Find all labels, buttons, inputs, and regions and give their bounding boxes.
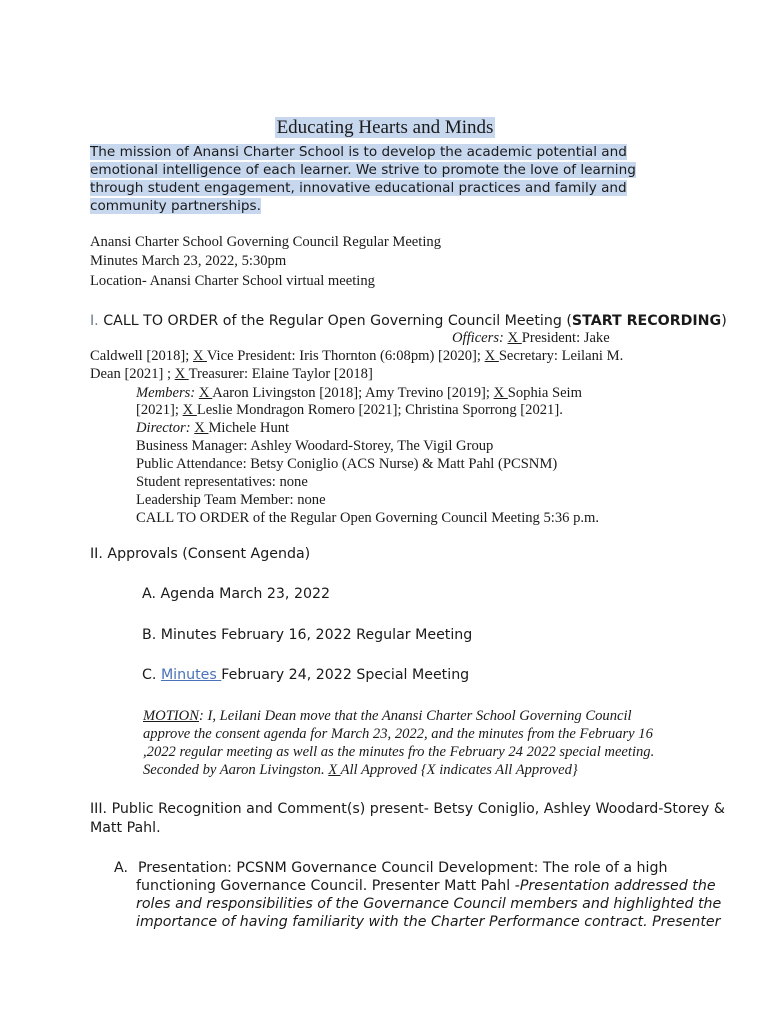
meeting-name: Anansi Charter School Governing Council Regular Meeting: [90, 234, 441, 250]
mission-statement: [90, 143, 650, 215]
mission-line-1: The mission of Anansi Charter School is to develop the academic potential and: [90, 144, 627, 160]
section-2-heading: II. Approvals (Consent Agenda): [90, 546, 311, 562]
mission-line-2: emotional intelligence of each learner. We strive to promote the love of learning: [90, 162, 636, 178]
meeting-minutes-date: Minutes March 23, 2022, 5:30pm: [90, 253, 287, 269]
members-line-1: Members: X Aaron Livingston [2018]; Amy Trevino [2019]; X Sophia Seim: [136, 385, 582, 401]
document-title: Educating Hearts and Minds: [276, 117, 494, 138]
presentation-line-3: roles and responsibilities of the Governance Council members and highlighted the: [136, 896, 722, 912]
members-line-2: [2021]; X Leslie Mondragon Romero [2021]; Christina Sporrong [2021].: [136, 402, 563, 418]
section-3-heading-line-2: Matt Pahl.: [90, 820, 161, 836]
minutes-link[interactable]: Minutes: [160, 667, 222, 683]
presentation-letter: A.: [114, 860, 128, 876]
presentation-line-2: functioning Governance Council. Presenter Matt Pahl -Presentation addressed the: [136, 878, 716, 894]
public-attendance: Public Attendance: Betsy Coniglio (ACS Nurse) & Matt Pahl (PCSNM): [136, 456, 558, 472]
motion-line-3: ,2022 regular meeting as well as the minutes fro the February 24 2022 special meeting.: [143, 744, 655, 760]
officers-line-3: Dean [2021] ; X Treasurer: Elaine Taylor [2018]: [90, 366, 373, 382]
motion-label: MOTION: [143, 708, 199, 724]
approval-item-c: C. Minutes February 24, 2022 Special Meeting: [142, 667, 470, 683]
section-1-heading: I. CALL TO ORDER of the Regular Open Governing Council Meeting (START RECORDING): [90, 313, 727, 329]
business-manager: Business Manager: Ashley Woodard-Storey, The Vigil Group: [136, 438, 494, 454]
approval-item-b: B. Minutes February 16, 2022 Regular Meeting: [142, 627, 473, 643]
call-to-order-time: CALL TO ORDER of the Regular Open Governing Council Meeting 5:36 p.m.: [136, 510, 600, 526]
officers-line-1: Officers: X President: Jake: [452, 330, 610, 346]
presentation-line-4: importance of having familiarity with the Charter Performance contract. Presenter: [136, 914, 721, 930]
mission-line-3: through student engagement, innovative educational practices and family and: [90, 180, 627, 196]
officers-line-2: Caldwell [2018]; X Vice President: Iris Thornton (6:08pm) [2020]; X Secretary: Leilani M.: [90, 348, 624, 364]
section-3-heading-line-1: III. Public Recognition and Comment(s) present- Betsy Coniglio, Ashley Woodard-Storey &: [90, 801, 725, 817]
presentation-line-1: Presentation: PCSNM Governance Council Development: The role of a high: [138, 860, 668, 876]
student-representatives: Student representatives: none: [136, 474, 308, 490]
mission-line-4: community partnerships.: [90, 198, 261, 214]
meeting-location: Location- Anansi Charter School virtual meeting: [90, 273, 375, 289]
motion-line-2: approve the consent agenda for March 23, 2022, and the minutes from the February 16: [143, 726, 653, 742]
approval-item-a: A. Agenda March 23, 2022: [142, 586, 331, 602]
motion-line-4: Seconded by Aaron Livingston. X All Approved {X indicates All Approved}: [143, 762, 578, 778]
director-line: Director: X Michele Hunt: [136, 420, 290, 436]
motion-line-1: MOTION: I, Leilani Dean move that the Anansi Charter School Governing Council: [143, 708, 632, 724]
leadership-team: Leadership Team Member: none: [136, 492, 326, 508]
